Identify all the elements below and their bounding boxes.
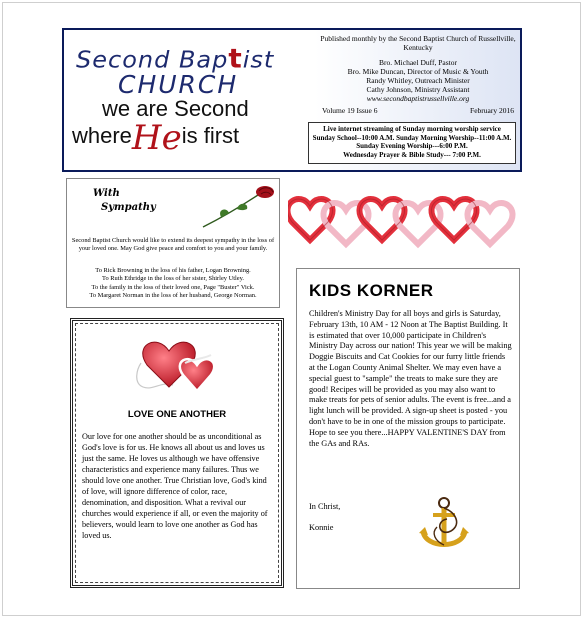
kids-korner-box [296,268,520,589]
tagline-line1: we are Second [102,96,249,121]
church-logo [64,30,319,170]
brand-line2: CHURCH [118,70,239,99]
sympathy-box [66,178,280,308]
list-item: To Ruth Ethridge in the loss of her sister, Shirley Utley. [102,275,244,283]
hearts-chain-icon [288,190,518,258]
list-item: To Margaret Norman in the loss of her husband, George Norman. [89,292,257,300]
anchor-icon [417,495,471,557]
list-item: To the family in the loss of their loved one, Page "Buster" Vick. [91,283,255,291]
love-body: Our love for one another should be as unconditional as God's love is for us. He knows all about us and loves us just the same. He loves us although we have offensive characteristics and experience many failures. Thus we should love one another. True Christian love, God's kind of love, will ignore difference of color, race, denomination, and disposition. What a revival our churches would experience if all, or even the majority of believers, would learn to love one another as God has loved us. [82,432,268,540]
hearts-icon [133,333,229,399]
love-title: LOVE ONE ANOTHER [127,409,227,420]
sympathy-list [70,267,276,301]
newsletter-header [62,28,522,172]
list-item: To Rick Browning in the loss of his father, Logan Browning. [95,267,251,274]
love-one-another-box [70,318,284,588]
publication-info: Published monthly by the Second Baptist Church of Russellville, Kentucky Bro. Michael Duff, Pastor Bro. Mike Duncan, Director of Music & Youth Randy Whitley, Outreach Minister Cathy Johnson, Ministry Assistant www.secondbaptistrussellville.org [320,34,516,103]
sympathy-title: With Sympathy [93,188,156,213]
sympathy-intro: Second Baptist Church would like to extend its deepest sympathy in the loss of your loved one. May God give peace and comfort to you and your family. [71,237,275,252]
kids-korner-title: KIDS KORNER [309,281,434,300]
issue-row [322,106,514,115]
kids-korner-body: Children's Ministry Day for all boys and girls is Saturday, February 13th, 10 AM - 12 Noon at The Baptist Building. It is estimated that over 10,000 participate in Children's Ministry Day across our nation! This year we will be making Doggie Biscuits and Cat Cookies for our furry little friends at the Logan County Animal Shelter. We may even have a special guest to "sample" the treats to make sure they are good! Recipes will be provided as you may also want to make treats for pets of senior adults. The event is free...and a light lunch will be provided. A sign-up sheet is posted - you don't have to be in one of the mission groups to participate. Hope to see you there...HAPPY VALENTINE'S DAY from the GAs and RAs. [309,309,512,448]
volume-issue: Volume 19 Issue 6 [322,106,378,115]
brand-line1: Second Baptist [76,42,275,75]
website-link[interactable]: www.secondbaptistrussellville.org [366,94,470,103]
cross-letter: t [228,42,243,75]
tagline-line2: whereHeis first [72,118,240,158]
kids-signature: In Christ, Konnie [309,502,341,532]
issue-date: February 2016 [470,106,514,115]
rose-icon [199,183,277,229]
service-times: Live internet streaming of Sunday morning worship service Sunday School--10:00 A.M. Sunday Morning Worship--11:00 A.M. Sunday Evening Worship---6:00 P.M. Wednesday Prayer & Bible Study--- 7:00 P.M. [308,122,516,164]
